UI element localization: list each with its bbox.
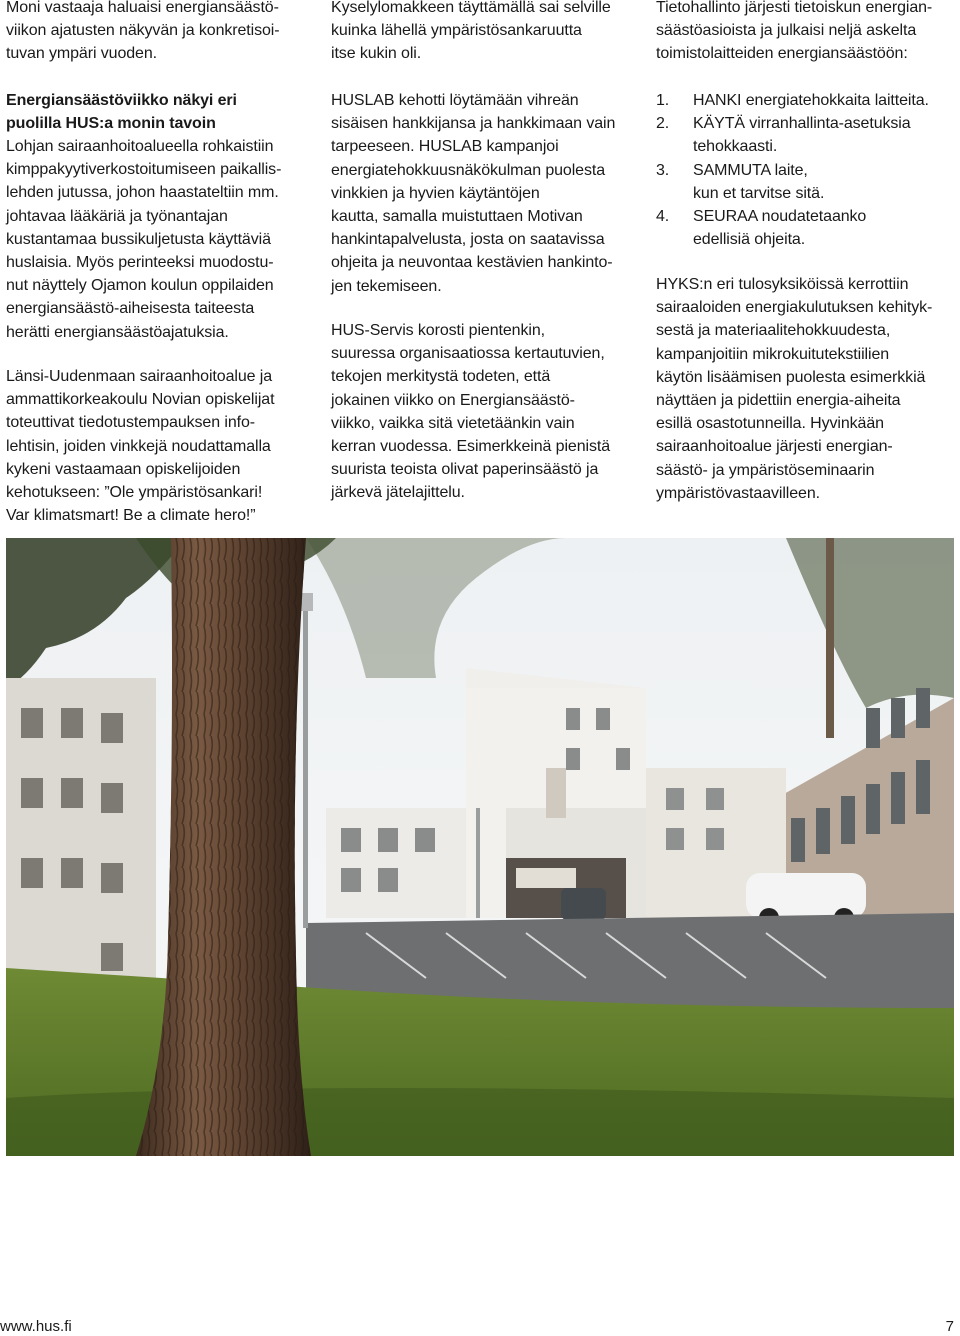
list-item: 2. KÄYTÄ virranhallinta-asetuksia tehokkaasti.	[656, 115, 911, 156]
energy-saving-steps-list	[656, 89, 929, 251]
col1-intro: Moni vastaaja haluaisi energiansäästö- viikon ajatusten näkyvän ja konkretisoi- tuvan ympäri vuoden.	[6, 0, 280, 63]
page-number: 7	[945, 1318, 954, 1335]
list-item: 4. SEURAA noudatetaanko edellisiä ohjeita.	[656, 208, 867, 249]
col2-paragraph-2: HUS-Servis korosti pientenkin, suuressa organisaatiossa kertautuvien, tekojen merkitystä todeten, että jokainen viikko on Energiansäästö- viikko, vaikka sitä vietetäänkin vain kerran vuodessa. Esimerkkeinä pienistä suurista teoista olivat paperinsäästö ja järkevä jätelajittelu.	[331, 322, 611, 502]
hospital-building-photo	[6, 538, 954, 1156]
list-item: 1. HANKI energiatehokkaita laitteita.	[656, 92, 929, 109]
footer-website-url[interactable]: www.hus.fi	[0, 1318, 72, 1335]
col2-paragraph-1: HUSLAB kehotti löytämään vihreän sisäisen hankkijansa ja hankkimaan vain tarpeeseen. HUSLAB kampanjoi energiatehokkuusnäkökulman puolesta vinkkien ja hyvien käytäntöjen kautta, samalla muistuttaen Motivan hankintapalvelusta, josta on saatavissa ohjeita ja neuvontaa kestävien hankinto- jen tekemiseen.	[331, 92, 616, 295]
col2-intro: Kyselylomakkeen täyttämällä sai selville kuinka lähellä ympäristösankaruutta itse kukin oli.	[331, 0, 611, 63]
list-item: 3. SAMMUTA laite, kun et tarvitse sitä.	[656, 161, 825, 202]
col3-paragraph: HYKS:n eri tulosyksiköissä kerrottiin sairaaloiden energiakulutuksen kehityk- sestä ja materiaalitehokkuudesta, kampanjoitiin mikrokuitutekstiilien käytön lisäämisen puolesta esimerkkiä näyttäen ja pidettiin energia-aiheita esillä osastotunneilla. Hyvinkään sairaanhoitoalue järjesti energian- säästö- ja ympäristöseminaarin ympäristövastaavilleen.	[656, 276, 933, 502]
col1-paragraph-1: Lohjan sairaanhoitoalueella rohkaistiin kimppakyytiverkostoitumiseen paikallis- lehden jutussa, johon haastateltiin mm. johtavaa lääkäriä ja työnantajan kustantamaa bussikuljetusta käyttäviä huslaisia. Myös perinteeksi muodostu- nut näyttely Ojamon koulun oppilaiden energiansäästö-aiheisesta taiteesta herätti energiansäästöajatuksia.	[6, 138, 282, 341]
col3-intro: Tietohallinto järjesti tietoiskun energian- säästöasioista ja julkaisi neljä askelta toimistolaitteiden energiansäästöön:	[656, 0, 933, 63]
col1-heading: Energiansäästöviikko näkyi eri puolilla HUS:a monin tavoin	[6, 92, 237, 133]
col1-paragraph-2: Länsi-Uudenmaan sairaanhoitoalue ja ammattikorkeakoulu Novian opiskelijat toteuttivat tiedotustempauksen info- lehtisin, joiden vinkkejä noudattamalla kykeni vastaamaan opiskelijoiden kehotukseen: ”Ole ympäristösankari! Var klimatsmart! Be a climate hero!”	[6, 368, 275, 525]
